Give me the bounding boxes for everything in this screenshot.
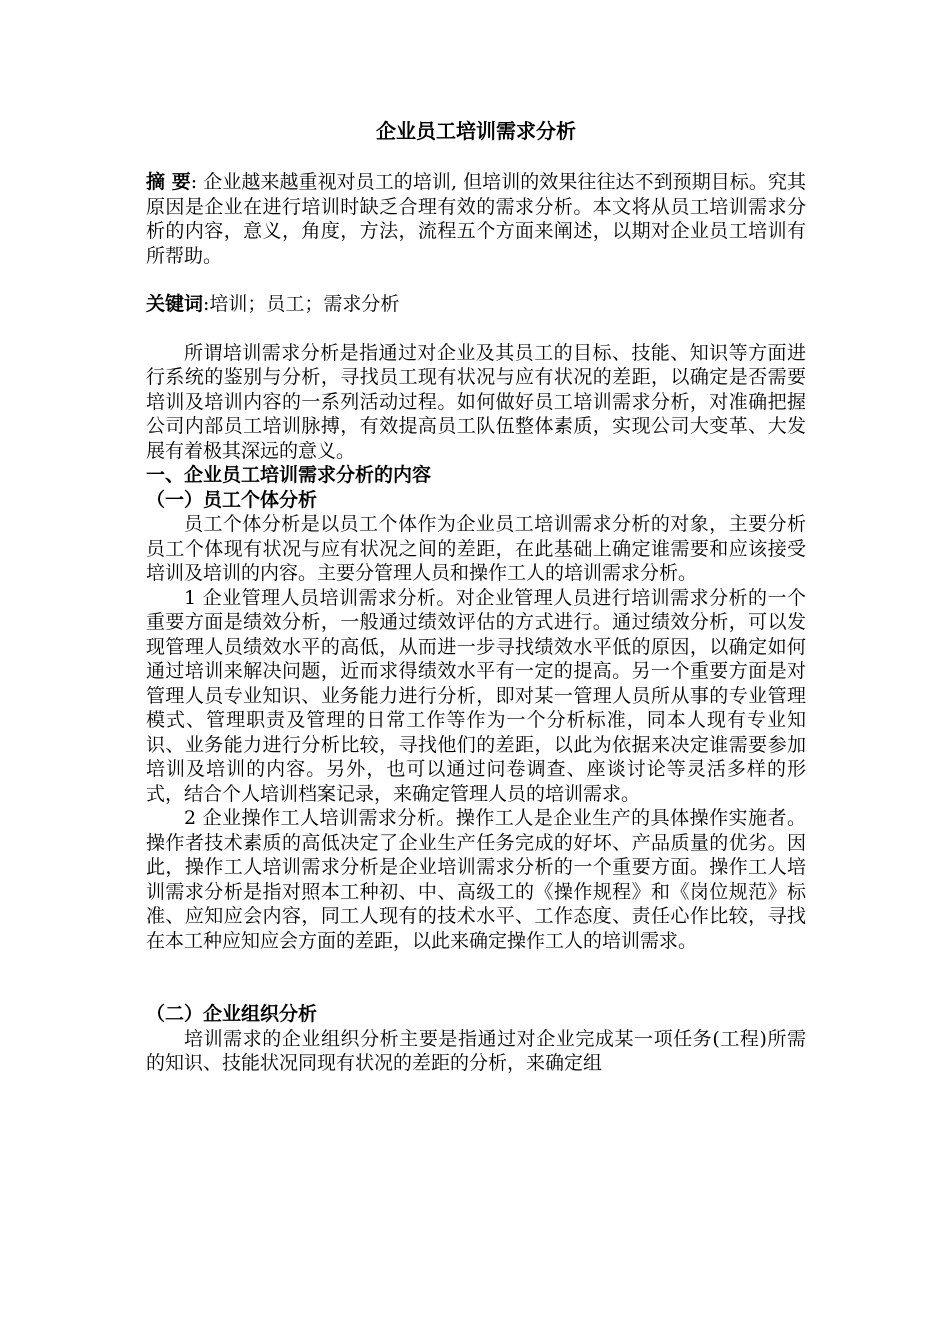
abstract-label: 摘 要 [146, 171, 191, 193]
intro-paragraph: 所谓培训需求分析是指通过对企业及其员工的目标、技能、知识等方面进行系统的鉴别与分析，寻找员工现有状况与应有状况的差距，以确定是否需要培训及培训内容的一系列活动过程。如何做好员工培训需求分析，对准确把握公司内部员工培训脉搏，有效提高员工队伍整体素质，实现公司大变革、大发展有着极其深远的意义。 [146, 341, 806, 462]
document-title: 企业员工培训需求分析 [376, 119, 576, 143]
body-paragraph: 2 企业操作工人培训需求分析。操作工人是企业生产的具体操作实施者。操作者技术素质的高低决定了企业生产任务完成的好坏、产品质量的优劣。因此，操作工人培训需求分析是企业培训需求分析的一个重要方面。操作工人培训需求分析是指对照本工种初、中、高级工的《操作规程》和《岗位规范》标准、应知应会内容，同工人现有的技术水平、工作态度、责任心作比较，寻找在本工种应知应会方面的差距，以此来确定操作工人的培训需求。 [146, 807, 806, 952]
keywords-label: 关键词 [146, 293, 204, 315]
section-heading: 一、企业员工培训需求分析的内容 [146, 464, 432, 486]
abstract [146, 170, 806, 268]
body-paragraph: 1 企业管理人员培训需求分析。对企业管理人员进行培训需求分析的一个重要方面是绩效分析，一般通过绩效评估的方式进行。通过绩效分析，可以发现管理人员绩效水平的高低，从而进一步寻找绩效水平低的原因，以确定如何通过培训来解决问题，近而求得绩效水平有一定的提高。另一个重要方面是对管理人员专业知识、业务能力进行分析，即对某一管理人员所从事的专业管理模式、管理职责及管理的日常工作等作为一个分析标准，同本人现有专业知识、业务能力进行分析比较，寻找他们的差距，以此为依据来决定谁需要参加培训及培训的内容。另外，也可以通过问卷调查、座谈讨论等灵活多样的形式，结合个人培训档案记录，来确定管理人员的培训需求。 [146, 586, 806, 805]
body-paragraph: 员工个体分析是以员工个体作为企业员工培训需求分析的对象，主要分析员工个体现有状况与应有状况之间的差距，在此基础上确定谁需要和应该接受培训及培训的内容。主要分管理人员和操作工人的培训需求分析。 [146, 513, 806, 584]
body-paragraph: 培训需求的企业组织分析主要是指通过对企业完成某一项任务(工程)所需的知识、技能状况同现有状况的差距的分析，来确定组 [146, 1027, 806, 1074]
document-page [146, 118, 806, 1076]
blank-space [146, 953, 806, 1002]
keywords-text: :培训；员工；需求分析 [203, 293, 400, 315]
subsection-heading: （一）员工个体分析 [146, 488, 318, 511]
abstract-text: : 企业越来越重视对员工的培训, 但培训的效果往往达不到预期目标。究其原因是企业在进行培训时缺乏合理有效的需求分析。本文将从员工培训需求分析的内容，意义，角度，方法，流程五个方面来阐述，以期对企业员工培训有所帮助。 [146, 171, 806, 267]
subsection-heading: （二）企业组织分析 [146, 1003, 318, 1025]
keywords [146, 292, 806, 317]
